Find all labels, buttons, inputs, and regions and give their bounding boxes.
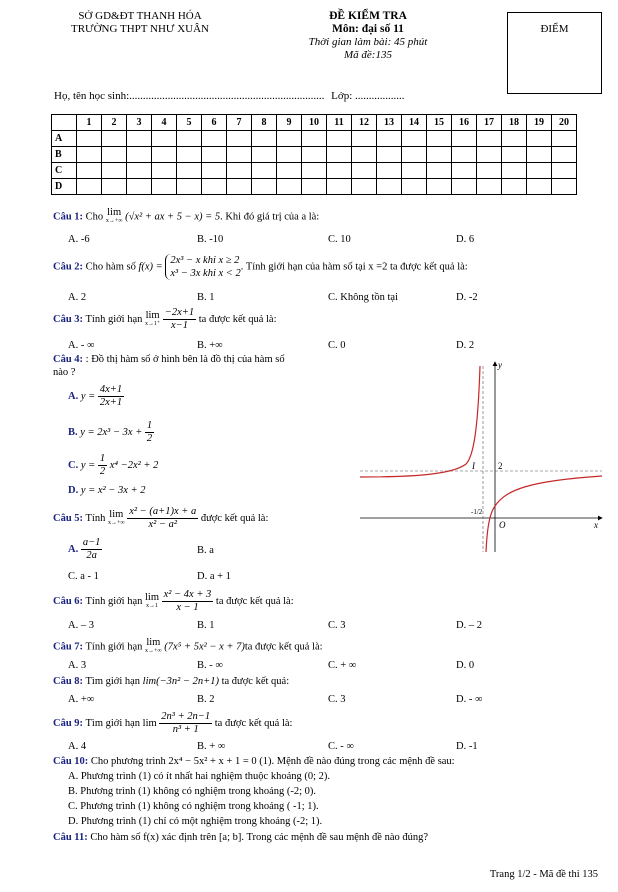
q10-option-c[interactable]: C. Phương trình (1) không có nghiệm trong khoảng ( -1; 1). xyxy=(68,801,319,812)
grid-cell[interactable] xyxy=(402,131,427,147)
grid-cell[interactable] xyxy=(427,163,452,179)
grid-col: 17 xyxy=(477,115,502,131)
grid-cell[interactable] xyxy=(327,131,352,147)
function-graph xyxy=(358,356,608,556)
q4-b-letter: B. xyxy=(68,426,78,438)
q8-option-b[interactable]: B. 2 xyxy=(197,694,215,705)
grid-cell[interactable] xyxy=(527,179,552,195)
q2-label: Câu 2: xyxy=(53,261,84,273)
q2-case2: x³ − 3x khi x < 2 xyxy=(170,268,241,279)
grid-cell[interactable] xyxy=(252,163,277,179)
q5-pre: Tính xyxy=(85,512,106,524)
grid-cell[interactable] xyxy=(202,147,227,163)
q6-lim-word: lim xyxy=(145,591,160,603)
duration: Thời gian làm bài: 45 phút xyxy=(308,36,428,48)
grid-cell[interactable] xyxy=(477,179,502,195)
question-7 xyxy=(53,638,323,656)
q4-text1: : Đồ thị hàm số ở hình bên là đồ thị của hàm số xyxy=(85,354,285,365)
page-footer: Trang 1/2 - Mã đề thi 135 xyxy=(489,869,598,880)
grid-cell[interactable] xyxy=(452,147,477,163)
q5-a-den: 2a xyxy=(86,550,97,561)
grid-row-d xyxy=(52,179,577,195)
grid-cell[interactable] xyxy=(327,163,352,179)
q9-num: 2n³ + 2n−1 xyxy=(161,711,211,722)
q2-option-c[interactable]: C. Không tồn tại xyxy=(328,292,398,303)
student-info xyxy=(54,90,405,102)
q2-option-a[interactable]: A. 2 xyxy=(68,292,87,303)
q4-c-lhs: y = xyxy=(80,459,96,471)
grid-col: 8 xyxy=(252,115,277,131)
q7-label: Câu 7: xyxy=(53,641,84,653)
grid-col: 3 xyxy=(127,115,152,131)
grid-cell[interactable] xyxy=(502,131,527,147)
q8-expr: lim(−3n² − 2n+1) xyxy=(142,676,219,687)
grid-cell[interactable] xyxy=(77,163,102,179)
grid-cell[interactable] xyxy=(227,163,252,179)
q9-post: ta được kết quả là: xyxy=(214,717,293,729)
grid-cell[interactable] xyxy=(227,147,252,163)
grid-cell[interactable] xyxy=(377,131,402,147)
grid-cell[interactable] xyxy=(77,131,102,147)
question-2 xyxy=(53,254,468,280)
grid-cell[interactable] xyxy=(402,179,427,195)
q3-den: x−1 xyxy=(170,320,188,331)
q10-option-b[interactable]: B. Phương trình (1) không có nghiệm trong khoảng (-2; 0). xyxy=(68,786,317,797)
q7-post: ta được kết quả là: xyxy=(244,641,323,653)
grid-cell[interactable] xyxy=(452,163,477,179)
q3-option-d[interactable]: D. 2 xyxy=(456,340,475,351)
q4-d-expr: y = x² − 3x + 2 xyxy=(80,485,146,496)
grid-cell[interactable] xyxy=(177,179,202,195)
grid-corner xyxy=(52,115,77,131)
grid-header-row xyxy=(52,115,577,131)
grid-cell[interactable] xyxy=(252,131,277,147)
q4-b-den: 2 xyxy=(146,433,153,444)
q6-num: x² − 4x + 3 xyxy=(163,589,212,600)
grid-cell[interactable] xyxy=(127,163,152,179)
grid-cell[interactable] xyxy=(527,147,552,163)
q6-den: x − 1 xyxy=(176,602,199,613)
grid-cell[interactable] xyxy=(152,147,177,163)
grid-cell[interactable] xyxy=(427,179,452,195)
grid-cell[interactable] xyxy=(352,131,377,147)
q4-a-letter: A. xyxy=(68,390,79,402)
grid-cell[interactable] xyxy=(77,147,102,163)
q6-option-c[interactable]: C. 3 xyxy=(328,620,346,631)
q3-frac xyxy=(163,307,196,332)
grid-col: 2 xyxy=(102,115,127,131)
grid-row-c xyxy=(52,163,577,179)
grid-row-b xyxy=(52,147,577,163)
q6-option-d[interactable]: D. – 2 xyxy=(456,620,482,631)
q4-option-a[interactable] xyxy=(68,384,124,409)
grid-cell[interactable] xyxy=(277,131,302,147)
q6-lim xyxy=(145,593,159,611)
grid-cell[interactable] xyxy=(327,179,352,195)
q5-post: được kết quả là: xyxy=(200,512,269,524)
q4-c-den: 2 xyxy=(99,466,106,477)
q4-c-num: 1 xyxy=(99,453,106,464)
question-8 xyxy=(53,676,289,687)
grid-cell[interactable] xyxy=(102,131,127,147)
grid-cell[interactable] xyxy=(252,179,277,195)
q3-lim xyxy=(145,311,160,329)
q6-option-a[interactable]: A. – 3 xyxy=(68,620,94,631)
grid-col: 1 xyxy=(77,115,102,131)
q5-option-a[interactable] xyxy=(68,537,102,562)
q6-label: Câu 6: xyxy=(53,595,84,607)
grid-cell[interactable] xyxy=(202,131,227,147)
q4-a-lhs: y = xyxy=(80,390,96,402)
grid-cell[interactable] xyxy=(77,179,102,195)
q7-option-d[interactable]: D. 0 xyxy=(456,660,475,671)
grid-cell[interactable] xyxy=(352,179,377,195)
grid-cell[interactable] xyxy=(402,163,427,179)
q9-den: n³ + 1 xyxy=(172,724,199,735)
q5-a-frac xyxy=(81,537,103,562)
q5-a-letter: A. xyxy=(68,543,79,555)
q5-lim-word: lim xyxy=(109,508,124,520)
q7-pre: Tính giới hạn xyxy=(85,641,143,653)
grid-cell[interactable] xyxy=(427,131,452,147)
q2-cases xyxy=(165,254,240,280)
q7-expr: (7x⁵ + 5x² − x + 7) xyxy=(164,641,245,653)
q3-option-b[interactable]: B. +∞ xyxy=(197,340,223,351)
grid-cell[interactable] xyxy=(277,147,302,163)
q5-option-c[interactable]: C. a - 1 xyxy=(68,571,99,582)
grid-cell[interactable] xyxy=(552,131,577,147)
q8-option-c[interactable]: C. 3 xyxy=(328,694,346,705)
origin-label: O xyxy=(499,520,506,530)
q5-frac xyxy=(127,506,198,531)
q3-num: −2x+1 xyxy=(164,307,195,318)
q4-option-b[interactable] xyxy=(68,420,154,445)
answer-grid xyxy=(51,114,577,195)
q4-c-frac xyxy=(98,453,107,478)
exam-code: Mã đề:135 xyxy=(344,49,392,61)
q6-lim-sub: x→1 xyxy=(146,602,158,609)
q2-case1: 2x³ − x khi x ≥ 2 xyxy=(170,255,240,266)
graph-curve-left xyxy=(360,366,480,477)
grid-row-label: A xyxy=(52,131,77,147)
q5-a-num: a−1 xyxy=(82,537,101,548)
school-name: TRƯỜNG THPT NHƯ XUÂN xyxy=(71,23,209,35)
grid-col: 14 xyxy=(402,115,427,131)
q4-a-den: 2x+1 xyxy=(99,397,123,408)
grid-cell[interactable] xyxy=(102,163,127,179)
q8-option-d[interactable]: D. - ∞ xyxy=(456,694,483,705)
grid-col: 11 xyxy=(327,115,352,131)
q3-label: Câu 3: xyxy=(53,313,84,325)
question-10 xyxy=(53,756,455,767)
grid-cell[interactable] xyxy=(527,131,552,147)
score-label: ĐIỂM xyxy=(540,23,569,35)
grid-cell[interactable] xyxy=(477,131,502,147)
grid-cell[interactable] xyxy=(352,147,377,163)
question-11 xyxy=(53,832,428,843)
q2-pre: Cho hàm số xyxy=(85,261,136,273)
q3-lim-sub: x→1⁺ xyxy=(145,320,161,327)
score-box xyxy=(507,12,602,94)
q4-c-letter: C. xyxy=(68,459,79,471)
grid-cell[interactable] xyxy=(227,131,252,147)
graph-curve-right xyxy=(486,476,602,552)
grid-cell[interactable] xyxy=(377,179,402,195)
q5-den: x² − a² xyxy=(148,519,177,530)
q4-option-d[interactable] xyxy=(68,485,145,496)
q10-option-a[interactable]: A. Phương trình (1) có ít nhất hai nghiệm thuộc khoảng (0; 2). xyxy=(68,771,331,782)
grid-cell[interactable] xyxy=(552,147,577,163)
q5-label: Câu 5: xyxy=(53,512,84,524)
grid-row-a xyxy=(52,131,577,147)
q7-lim xyxy=(145,638,162,656)
grid-cell[interactable] xyxy=(452,179,477,195)
question-4 xyxy=(53,353,285,379)
grid-col: 4 xyxy=(152,115,177,131)
grid-cell[interactable] xyxy=(302,131,327,147)
y-axis-label: y xyxy=(498,360,502,370)
x-axis-label: x xyxy=(594,520,598,530)
q3-option-c[interactable]: C. 0 xyxy=(328,340,346,351)
grid-col: 12 xyxy=(352,115,377,131)
q10-label: Câu 10: xyxy=(53,756,89,767)
q6-option-b[interactable]: B. 1 xyxy=(197,620,215,631)
q4-b-expr: y = 2x³ − 3x + xyxy=(80,426,143,438)
grid-cell[interactable] xyxy=(102,147,127,163)
question-9 xyxy=(53,711,292,736)
q11-text: Cho hàm số f(x) xác định trên [a; b]. Trong các mệnh đề sau mệnh đề nào đúng? xyxy=(90,832,429,843)
q7-option-b[interactable]: B. - ∞ xyxy=(197,660,223,671)
question-5 xyxy=(53,506,268,531)
grid-cell[interactable] xyxy=(502,163,527,179)
q1-lim-sub: x→+∞ xyxy=(105,218,123,224)
grid-cell[interactable] xyxy=(152,163,177,179)
q7-lim-sub: x→+∞ xyxy=(145,648,162,654)
grid-cell[interactable] xyxy=(377,163,402,179)
grid-row-label: C xyxy=(52,163,77,179)
q1-lim xyxy=(106,208,123,226)
grid-cell[interactable] xyxy=(252,147,277,163)
grid-row-label: B xyxy=(52,147,77,163)
q5-lim-sub: x→+∞ xyxy=(107,519,125,526)
q9-label: Câu 9: xyxy=(53,717,84,729)
student-class-field[interactable]: Lớp: .................. xyxy=(331,90,405,102)
q2-fx: f(x) = xyxy=(138,261,163,273)
grid-cell[interactable] xyxy=(277,163,302,179)
q1-option-d[interactable]: D. 6 xyxy=(456,234,475,245)
grid-cell[interactable] xyxy=(202,163,227,179)
grid-cell[interactable] xyxy=(177,131,202,147)
grid-cell[interactable] xyxy=(302,163,327,179)
grid-cell[interactable] xyxy=(152,179,177,195)
grid-cell[interactable] xyxy=(277,179,302,195)
grid-col: 13 xyxy=(377,115,402,131)
subject: Môn: đại số 11 xyxy=(332,23,404,35)
q9-pre: Tìm giới hạn xyxy=(85,717,141,729)
grid-cell[interactable] xyxy=(352,163,377,179)
q10-option-d[interactable]: D. Phương trình (1) chỉ có một nghiệm trong khoảng (-2; 1). xyxy=(68,816,323,827)
grid-cell[interactable] xyxy=(202,179,227,195)
q4-text2: nào ? xyxy=(53,367,76,378)
grid-col: 9 xyxy=(277,115,302,131)
grid-cell[interactable] xyxy=(477,163,502,179)
question-6 xyxy=(53,589,294,614)
q1-pre: Cho xyxy=(85,211,104,223)
q7-lim-word: lim xyxy=(146,637,161,648)
q7-option-a[interactable]: A. 3 xyxy=(68,660,87,671)
q6-pre: Tính giới hạn xyxy=(85,595,143,607)
grid-col: 15 xyxy=(427,115,452,131)
grid-col: 16 xyxy=(452,115,477,131)
q4-a-num: 4x+1 xyxy=(99,384,123,395)
q4-b-frac xyxy=(145,420,154,445)
grid-cell[interactable] xyxy=(527,163,552,179)
grid-cell[interactable] xyxy=(302,179,327,195)
q9-option-a[interactable]: A. 4 xyxy=(68,741,87,752)
point-i-label: I xyxy=(472,461,475,471)
q4-d-letter: D. xyxy=(68,485,79,496)
q1-expr: (√x² + ax + 5 − x) = 5 xyxy=(125,211,221,223)
q5-num: x² − (a+1)x + a xyxy=(129,506,197,517)
grid-cell[interactable] xyxy=(377,147,402,163)
q2-post: . Tính giới hạn của hàm số tại x =2 ta được kết quả là: xyxy=(240,261,468,273)
header-center xyxy=(268,10,468,62)
q4-b-num: 1 xyxy=(146,420,153,431)
grid-col: 7 xyxy=(227,115,252,131)
q1-lim-word: lim xyxy=(107,207,122,218)
q3-post: ta được kết quả là: xyxy=(198,313,277,325)
q8-option-a[interactable]: A. +∞ xyxy=(68,694,95,705)
q2-option-d[interactable]: D. -2 xyxy=(456,292,478,303)
q6-frac xyxy=(162,589,214,614)
question-1 xyxy=(53,208,319,226)
grid-cell[interactable] xyxy=(102,179,127,195)
grid-cell[interactable] xyxy=(177,147,202,163)
q1-post: . Khi đó giá trị của a là: xyxy=(220,211,320,223)
q4-label: Câu 4: xyxy=(53,354,84,365)
grid-cell[interactable] xyxy=(477,147,502,163)
q8-label: Câu 8: xyxy=(53,676,84,687)
grid-cell[interactable] xyxy=(452,131,477,147)
grid-row-label: D xyxy=(52,179,77,195)
grid-cell[interactable] xyxy=(302,147,327,163)
grid-col: 6 xyxy=(202,115,227,131)
q9-frac xyxy=(159,711,212,736)
q9-option-c[interactable]: C. - ∞ xyxy=(328,741,354,752)
q11-label: Câu 11: xyxy=(53,832,88,843)
q1-option-a[interactable]: A. -6 xyxy=(68,234,90,245)
q2-option-b[interactable]: B. 1 xyxy=(197,292,215,303)
q9-lim: lim xyxy=(142,717,157,729)
q8-post: ta được kết quả: xyxy=(221,676,290,687)
grid-cell[interactable] xyxy=(502,147,527,163)
q10-text: Cho phương trình 2x⁴ − 5x² + x + 1 = 0 (1). Mệnh đề nào đúng trong các mệnh đề sau: xyxy=(90,756,455,767)
q5-option-b[interactable]: B. a xyxy=(197,545,214,556)
q1-option-b[interactable]: B. -10 xyxy=(197,234,224,245)
q3-option-a[interactable]: A. - ∞ xyxy=(68,340,95,351)
q5-option-d[interactable]: D. a + 1 xyxy=(197,571,231,582)
header-left xyxy=(40,10,240,36)
q5-lim xyxy=(108,510,125,528)
grid-col: 20 xyxy=(552,115,577,131)
grid-cell[interactable] xyxy=(402,147,427,163)
q4-c-post: x⁴ −2x² + 2 xyxy=(109,459,159,471)
grid-cell[interactable] xyxy=(127,179,152,195)
y-mark-2: 2 xyxy=(498,461,503,471)
q9-option-b[interactable]: B. + ∞ xyxy=(197,741,226,752)
q4-a-frac xyxy=(98,384,124,409)
grid-cell[interactable] xyxy=(177,163,202,179)
grid-col: 18 xyxy=(502,115,527,131)
grid-cell[interactable] xyxy=(552,179,577,195)
grid-col: 19 xyxy=(527,115,552,131)
grid-cell[interactable] xyxy=(127,131,152,147)
grid-col: 10 xyxy=(302,115,327,131)
q1-option-c[interactable]: C. 10 xyxy=(328,234,351,245)
grid-cell[interactable] xyxy=(327,147,352,163)
q1-label: Câu 1: xyxy=(53,211,84,223)
grid-cell[interactable] xyxy=(552,163,577,179)
q7-option-c[interactable]: C. + ∞ xyxy=(328,660,357,671)
grid-col: 5 xyxy=(177,115,202,131)
department-name: SỞ GD&ĐT THANH HÓA xyxy=(78,10,202,22)
student-name-field[interactable]: Họ, tên học sinh:....................................................................... xyxy=(54,90,325,102)
x-mark-neg-half: -1/2 xyxy=(471,508,483,516)
q3-pre: Tính giới hạn xyxy=(85,313,143,325)
grid-cell[interactable] xyxy=(152,131,177,147)
q8-pre: Tìm giới hạn xyxy=(85,676,141,687)
q9-option-d[interactable]: D. -1 xyxy=(456,741,478,752)
grid-cell[interactable] xyxy=(127,147,152,163)
question-3 xyxy=(53,307,276,332)
grid-cell[interactable] xyxy=(427,147,452,163)
exam-title: ĐỀ KIỂM TRA xyxy=(329,10,407,22)
q4-option-c[interactable] xyxy=(68,453,158,478)
grid-cell[interactable] xyxy=(502,179,527,195)
q6-post: ta được kết quả là: xyxy=(215,595,294,607)
q3-lim-word: lim xyxy=(145,309,160,321)
grid-cell[interactable] xyxy=(227,179,252,195)
